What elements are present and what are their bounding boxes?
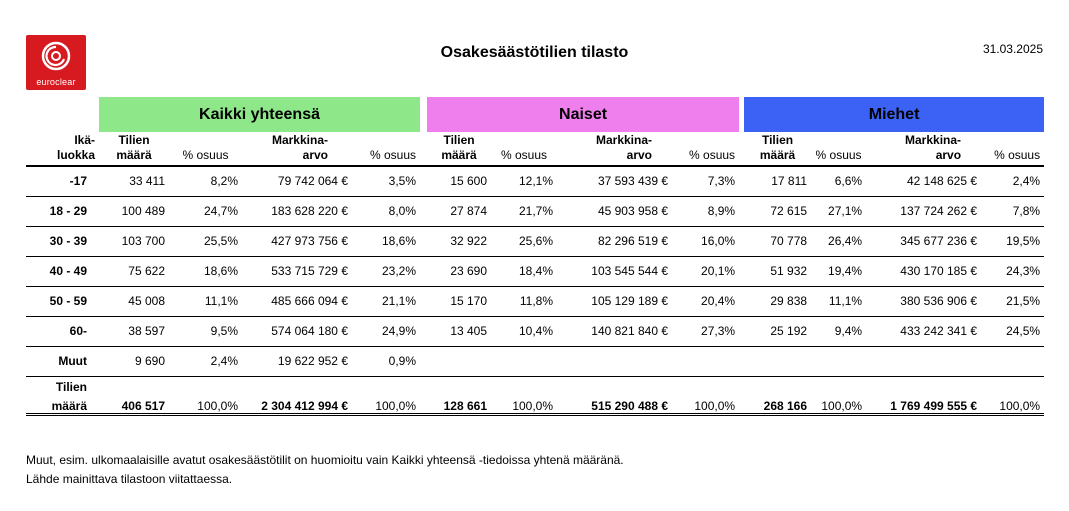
total-accounts-sum: 406 517	[121, 398, 165, 413]
totals-label-line2: määrä	[51, 398, 87, 413]
totals-row	[26, 394, 1044, 414]
women-accounts-pct-sum: 100,0%	[512, 398, 554, 413]
total-market-pct: 21,1%	[381, 294, 417, 308]
women-market-value: 105 129 189 €	[591, 294, 669, 308]
footnotes	[26, 451, 624, 489]
table-row	[26, 286, 1044, 316]
men-accounts	[744, 346, 811, 376]
col-age-line1: Ikä-	[74, 132, 95, 147]
men-market-value: 42 148 625 €	[906, 174, 978, 189]
total-market-value: 533 715 729 €	[271, 264, 348, 278]
footnote-other: Muut, esim. ulkomaalaisille avatut osakesäästötilit on huomioitu vain Kaikki yhteensä -tiedoissa yhtenä määränä.	[26, 453, 624, 467]
col-m-accounts-line2: määrä	[759, 148, 796, 162]
table-row	[26, 166, 1044, 196]
col-w-accounts-line2: määrä	[441, 148, 477, 162]
total-market-value: 427 973 756 €	[271, 234, 348, 248]
total-market-pct: 24,9%	[381, 324, 417, 338]
group-men: Miehet	[744, 97, 1044, 132]
total-accounts: 9 690	[134, 354, 165, 368]
women-market-value: 103 545 544 €	[591, 264, 669, 278]
total-accounts-pct: 2,4%	[210, 354, 238, 368]
col-age-line2: luokka	[56, 148, 95, 162]
total-accounts: 100 489	[121, 204, 165, 218]
total-accounts: 38 597	[128, 324, 165, 338]
age-group: 18 - 29	[49, 204, 87, 218]
women-market-value: 45 903 958 €	[597, 204, 669, 218]
total-accounts: 103 700	[121, 234, 165, 248]
total-market-value-sum: 2 304 412 994 €	[261, 398, 348, 413]
men-market-value: 345 677 236 €	[900, 234, 978, 248]
men-market-pct	[981, 346, 1044, 376]
women-accounts: 23 690	[450, 264, 488, 278]
men-market-value: 137 724 262 €	[900, 204, 978, 218]
totals-label-line1: Tilien	[55, 380, 87, 394]
total-market-pct-sum: 100,0%	[375, 398, 417, 413]
men-market-pct: 7,8%	[1012, 204, 1041, 218]
men-accounts-pct-sum: 100,0%	[821, 398, 863, 413]
women-market-value-sum: 515 290 488 €	[591, 398, 669, 413]
total-market-pct: 23,2%	[381, 264, 417, 278]
women-market-value: 37 593 439 €	[597, 174, 669, 189]
men-market-value-sum: 1 769 499 555 €	[890, 398, 978, 413]
women-accounts-pct: 25,6%	[518, 234, 554, 248]
total-market-value: 183 628 220 €	[271, 204, 348, 218]
statistics-table	[26, 97, 1044, 416]
women-accounts-sum: 128 661	[443, 398, 488, 413]
men-market-pct: 21,5%	[1006, 294, 1041, 308]
total-accounts: 45 008	[128, 294, 165, 308]
table-row	[26, 226, 1044, 256]
women-market-value: 140 821 840 €	[591, 324, 669, 338]
col-m-accounts-pct: % osuus	[815, 148, 862, 162]
men-market-value	[866, 346, 981, 376]
men-market-pct-sum: 100,0%	[999, 398, 1041, 413]
women-accounts-pct: 11,8%	[519, 294, 554, 308]
men-market-pct: 19,5%	[1006, 234, 1041, 248]
col-w-accounts-line1: Tilien	[443, 132, 475, 147]
men-accounts-pct: 11,1%	[828, 294, 863, 308]
table-row	[26, 256, 1044, 286]
group-total: Kaikki yhteensä	[99, 97, 420, 132]
col-w-accounts-pct: % osuus	[501, 148, 548, 162]
men-accounts: 29 838	[770, 294, 808, 308]
total-accounts: 75 622	[128, 264, 165, 278]
women-market-pct: 7,3%	[707, 174, 736, 189]
men-market-value: 433 242 341 €	[900, 324, 978, 338]
group-women: Naiset	[427, 97, 739, 132]
column-header-row-2	[26, 148, 1044, 166]
col-m-accounts-line1: Tilien	[761, 132, 794, 147]
women-accounts-pct: 18,4%	[518, 264, 554, 278]
col-m-market-pct: % osuus	[994, 148, 1041, 162]
men-market-value: 430 170 185 €	[900, 264, 978, 278]
men-accounts-pct: 27,1%	[828, 204, 863, 218]
logo-text: euroclear	[36, 77, 76, 87]
age-group: -17	[69, 174, 87, 189]
col-t-market-line2: arvo	[302, 148, 328, 162]
age-group: 30 - 39	[49, 234, 87, 248]
totals-label-row	[26, 376, 1044, 394]
total-accounts-pct-sum: 100,0%	[197, 398, 238, 413]
women-accounts-pct: 21,7%	[518, 204, 554, 218]
women-market-pct: 8,9%	[707, 204, 736, 218]
women-accounts-pct: 12,1%	[518, 174, 554, 189]
women-market-pct: 27,3%	[701, 324, 736, 338]
col-t-accounts-pct: % osuus	[182, 148, 229, 162]
total-accounts-pct: 24,7%	[203, 204, 238, 218]
total-market-value: 574 064 180 €	[271, 324, 348, 338]
table-row	[26, 346, 1044, 376]
men-accounts: 72 615	[770, 204, 808, 218]
women-market-value	[557, 346, 672, 376]
col-w-market-line1: Markkina-	[595, 132, 653, 147]
total-accounts-pct: 9,5%	[210, 324, 238, 338]
men-market-pct: 2,4%	[1012, 174, 1041, 189]
col-m-market-line2: arvo	[935, 148, 962, 162]
total-market-pct: 0,9%	[388, 354, 417, 368]
women-accounts	[427, 346, 491, 376]
group-header-row	[26, 97, 1044, 132]
men-market-value: 380 536 906 €	[900, 294, 978, 308]
table-row	[26, 196, 1044, 226]
women-market-pct-sum: 100,0%	[694, 398, 736, 413]
women-accounts: 27 874	[450, 204, 488, 218]
men-accounts-sum: 268 166	[763, 398, 808, 413]
column-header-row-1	[26, 132, 1044, 148]
total-market-value: 79 742 064 €	[277, 174, 348, 189]
men-accounts: 17 811	[771, 174, 808, 189]
men-accounts: 51 932	[770, 264, 808, 278]
women-market-pct: 20,4%	[701, 294, 736, 308]
women-market-pct: 20,1%	[701, 264, 736, 278]
women-accounts-pct	[491, 346, 557, 376]
age-group: 40 - 49	[49, 264, 87, 278]
footnote-source: Lähde mainittava tilastoon viitattaessa.	[26, 472, 233, 486]
total-accounts-pct: 8,2%	[210, 174, 238, 189]
men-accounts-pct: 19,4%	[828, 264, 863, 278]
total-accounts-pct: 11,1%	[204, 294, 238, 308]
men-accounts: 25 192	[770, 324, 808, 338]
table-row	[26, 316, 1044, 346]
col-w-market-line2: arvo	[626, 148, 653, 162]
col-t-accounts-line1: Tilien	[118, 132, 150, 147]
women-market-pct	[672, 346, 739, 376]
women-accounts: 15 170	[450, 294, 488, 308]
total-accounts: 33 411	[129, 174, 165, 189]
col-m-market-line1: Markkina-	[905, 132, 962, 147]
age-group: 60-	[69, 324, 87, 338]
total-market-pct: 3,5%	[388, 174, 417, 189]
total-accounts-pct: 18,6%	[203, 264, 238, 278]
men-accounts-pct	[811, 346, 866, 376]
men-accounts: 70 778	[770, 234, 808, 248]
report-date: 31.03.2025	[982, 42, 1043, 56]
age-group: Muut	[58, 354, 87, 368]
page-title: Osakesäästötilien tilasto	[440, 44, 629, 61]
women-market-value: 82 296 519 €	[597, 234, 669, 248]
total-market-value: 485 666 094 €	[271, 294, 348, 308]
col-t-accounts-line2: määrä	[116, 148, 152, 162]
men-market-pct: 24,5%	[1006, 324, 1041, 338]
total-market-value: 19 622 952 €	[277, 354, 348, 368]
total-market-pct: 8,0%	[388, 204, 417, 218]
women-market-pct: 16,0%	[701, 234, 736, 248]
women-accounts: 32 922	[450, 234, 488, 248]
col-t-market-pct: % osuus	[369, 148, 417, 162]
men-accounts-pct: 9,4%	[834, 324, 863, 338]
age-group: 50 - 59	[49, 294, 87, 308]
women-accounts-pct: 10,4%	[518, 324, 554, 338]
men-market-pct: 24,3%	[1006, 264, 1041, 278]
col-t-market-line1: Markkina-	[271, 132, 328, 147]
men-accounts-pct: 6,6%	[834, 174, 863, 189]
col-w-market-pct: % osuus	[689, 148, 736, 162]
women-accounts: 13 405	[450, 324, 488, 338]
women-accounts: 15 600	[450, 174, 488, 189]
men-accounts-pct: 26,4%	[828, 234, 863, 248]
total-accounts-pct: 25,5%	[203, 234, 238, 248]
total-market-pct: 18,6%	[381, 234, 417, 248]
